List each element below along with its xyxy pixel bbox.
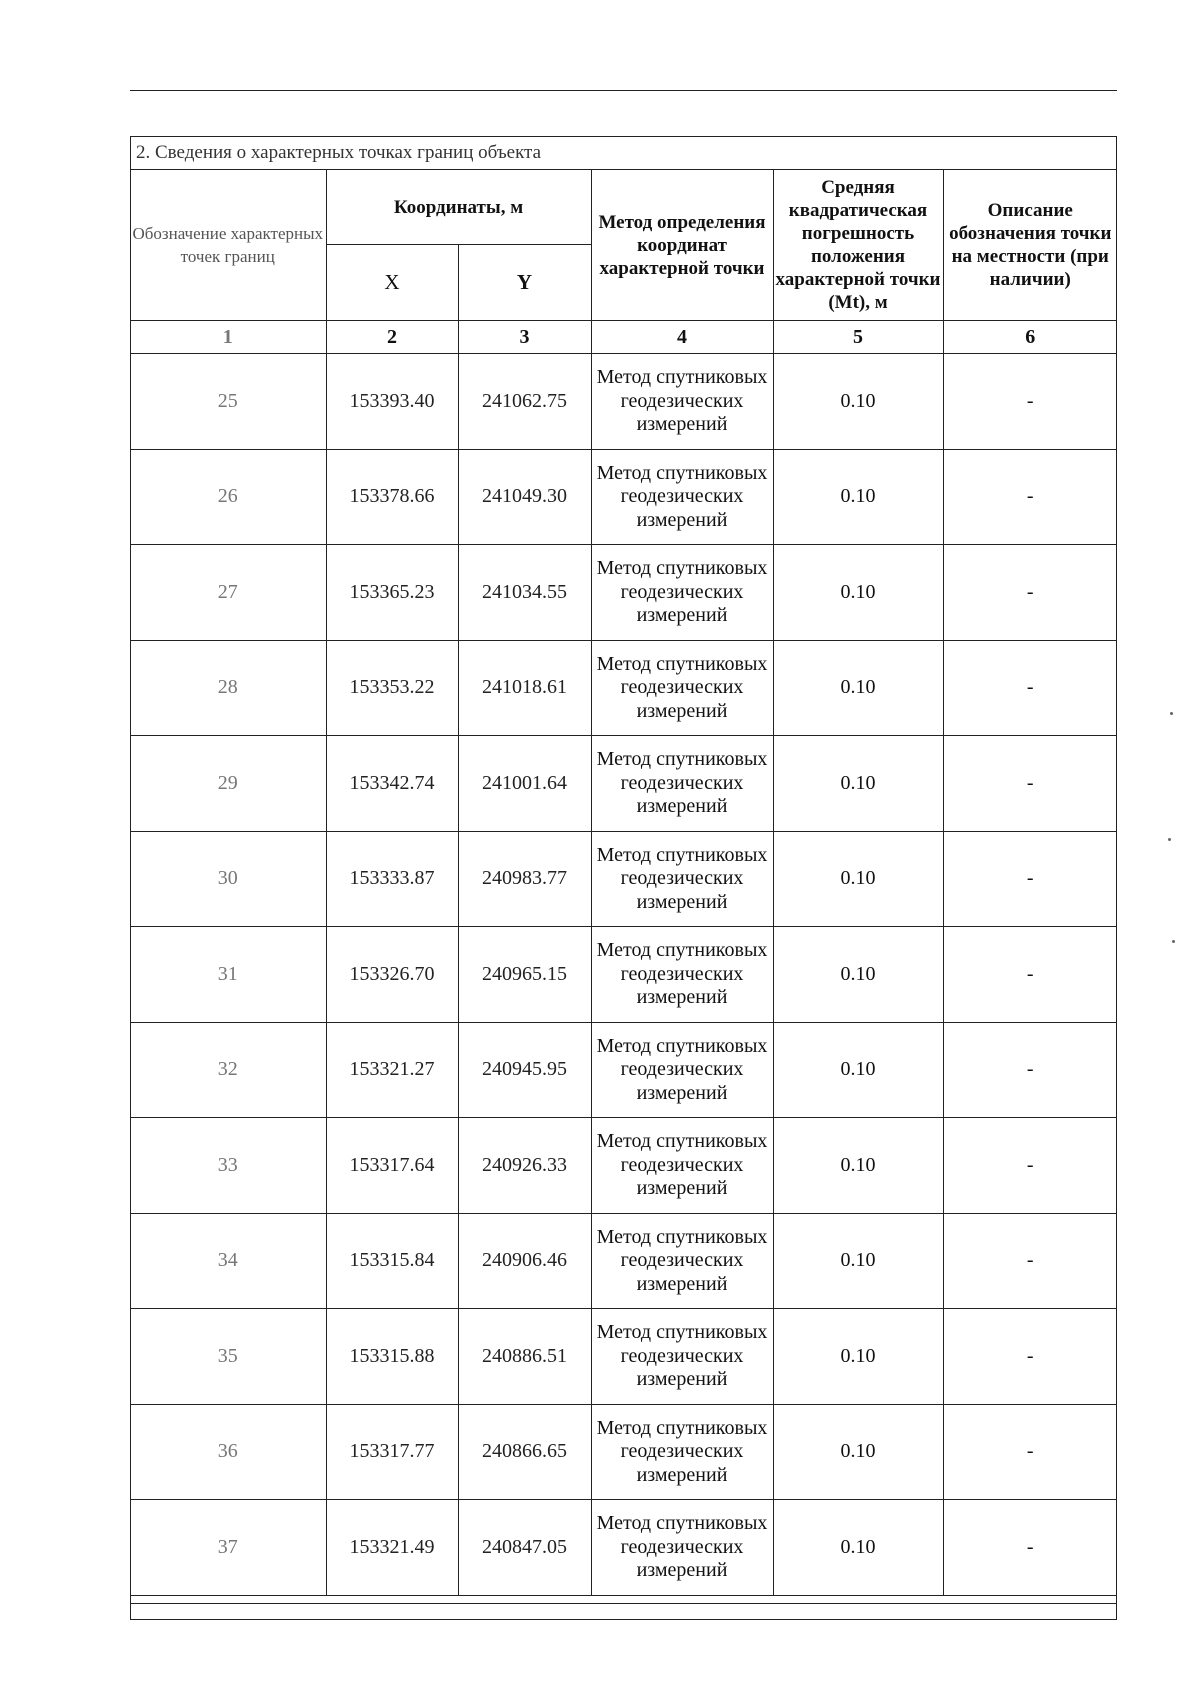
- table-row: [130, 1309, 1117, 1405]
- x-coordinate-cell: 153342.74: [326, 736, 458, 832]
- method-cell: Метод спутниковых геодезических измерений: [591, 1118, 773, 1214]
- mean-error-cell: 0.10: [773, 1309, 943, 1405]
- description-cell: -: [943, 831, 1117, 927]
- point-number-cell: 31: [130, 927, 326, 1023]
- column-number: 3: [458, 321, 591, 354]
- table-bottom-rule: [130, 1603, 1117, 1604]
- x-coordinate-cell: 153333.87: [326, 831, 458, 927]
- header-method: Метод определения координат характерной точки: [591, 170, 773, 321]
- column-number: 5: [773, 321, 943, 354]
- description-cell: -: [943, 449, 1117, 545]
- table-row: [130, 1022, 1117, 1118]
- section-title: 2. Сведения о характерных точках границ объекта: [130, 136, 1117, 170]
- method-cell: Метод спутниковых геодезических измерений: [591, 354, 773, 450]
- description-cell: -: [943, 640, 1117, 736]
- description-cell: -: [943, 545, 1117, 641]
- point-number-cell: 37: [130, 1500, 326, 1596]
- mean-error-cell: 0.10: [773, 1022, 943, 1118]
- column-number: 4: [591, 321, 773, 354]
- description-cell: -: [943, 1022, 1117, 1118]
- header-y: Y: [458, 245, 591, 321]
- x-coordinate-cell: 153393.40: [326, 354, 458, 450]
- table-row: [130, 1404, 1117, 1500]
- mean-error-cell: 0.10: [773, 831, 943, 927]
- point-number-cell: 26: [130, 449, 326, 545]
- mean-error-cell: 0.10: [773, 1500, 943, 1596]
- y-coordinate-cell: 240847.05: [458, 1500, 591, 1596]
- method-cell: Метод спутниковых геодезических измерений: [591, 545, 773, 641]
- column-number: 1: [130, 321, 326, 354]
- column-number: 2: [326, 321, 458, 354]
- header-x: X: [326, 245, 458, 321]
- table-row: [130, 831, 1117, 927]
- description-cell: -: [943, 1404, 1117, 1500]
- description-cell: -: [943, 1500, 1117, 1596]
- y-coordinate-cell: 241062.75: [458, 354, 591, 450]
- table-row: [130, 927, 1117, 1023]
- mean-error-cell: 0.10: [773, 1404, 943, 1500]
- description-cell: -: [943, 927, 1117, 1023]
- y-coordinate-cell: 240906.46: [458, 1213, 591, 1309]
- point-number-cell: 27: [130, 545, 326, 641]
- boundary-points-table: [130, 170, 1117, 1596]
- x-coordinate-cell: 153315.84: [326, 1213, 458, 1309]
- table-row: [130, 1213, 1117, 1309]
- y-coordinate-cell: 241049.30: [458, 449, 591, 545]
- x-coordinate-cell: 153315.88: [326, 1309, 458, 1405]
- description-cell: -: [943, 1309, 1117, 1405]
- point-number-cell: 36: [130, 1404, 326, 1500]
- method-cell: Метод спутниковых геодезических измерений: [591, 1500, 773, 1596]
- method-cell: Метод спутниковых геодезических измерений: [591, 1022, 773, 1118]
- scan-speck: [1170, 712, 1173, 715]
- mean-error-cell: 0.10: [773, 640, 943, 736]
- table-row: [130, 449, 1117, 545]
- table-row: [130, 354, 1117, 450]
- header-coordinates: Координаты, м: [326, 170, 591, 245]
- scan-speck: [1172, 940, 1175, 943]
- x-coordinate-cell: 153321.49: [326, 1500, 458, 1596]
- y-coordinate-cell: 241018.61: [458, 640, 591, 736]
- x-coordinate-cell: 153353.22: [326, 640, 458, 736]
- mean-error-cell: 0.10: [773, 1213, 943, 1309]
- x-coordinate-cell: 153317.64: [326, 1118, 458, 1214]
- method-cell: Метод спутниковых геодезических измерений: [591, 1309, 773, 1405]
- table-row: [130, 640, 1117, 736]
- mean-error-cell: 0.10: [773, 354, 943, 450]
- y-coordinate-cell: 240965.15: [458, 927, 591, 1023]
- point-number-cell: 33: [130, 1118, 326, 1214]
- point-number-cell: 30: [130, 831, 326, 927]
- description-cell: -: [943, 354, 1117, 450]
- header-mean-error: Средняя квадратическая погрешность положения характерной точки (Mt), м: [773, 170, 943, 321]
- y-coordinate-cell: 241034.55: [458, 545, 591, 641]
- y-coordinate-cell: 241001.64: [458, 736, 591, 832]
- x-coordinate-cell: 153326.70: [326, 927, 458, 1023]
- header-description: Описание обозначения точки на местности (при наличии): [943, 170, 1117, 321]
- point-number-cell: 29: [130, 736, 326, 832]
- method-cell: Метод спутниковых геодезических измерений: [591, 1213, 773, 1309]
- point-number-cell: 28: [130, 640, 326, 736]
- y-coordinate-cell: 240926.33: [458, 1118, 591, 1214]
- method-cell: Метод спутниковых геодезических измерений: [591, 927, 773, 1023]
- y-coordinate-cell: 240945.95: [458, 1022, 591, 1118]
- x-coordinate-cell: 153321.27: [326, 1022, 458, 1118]
- method-cell: Метод спутниковых геодезических измерений: [591, 640, 773, 736]
- point-number-cell: 25: [130, 354, 326, 450]
- scan-speck: [1168, 838, 1171, 841]
- table-row: [130, 1500, 1117, 1596]
- x-coordinate-cell: 153365.23: [326, 545, 458, 641]
- x-coordinate-cell: 153378.66: [326, 449, 458, 545]
- description-cell: -: [943, 736, 1117, 832]
- table-row: [130, 545, 1117, 641]
- method-cell: Метод спутниковых геодезических измерений: [591, 1404, 773, 1500]
- mean-error-cell: 0.10: [773, 736, 943, 832]
- description-cell: -: [943, 1118, 1117, 1214]
- header-row: [130, 170, 1117, 245]
- point-number-cell: 32: [130, 1022, 326, 1118]
- y-coordinate-cell: 240886.51: [458, 1309, 591, 1405]
- y-coordinate-cell: 240983.77: [458, 831, 591, 927]
- table-row: [130, 736, 1117, 832]
- mean-error-cell: 0.10: [773, 545, 943, 641]
- column-number: 6: [943, 321, 1117, 354]
- y-coordinate-cell: 240866.65: [458, 1404, 591, 1500]
- method-cell: Метод спутниковых геодезических измерений: [591, 831, 773, 927]
- x-coordinate-cell: 153317.77: [326, 1404, 458, 1500]
- top-rule: [130, 90, 1117, 91]
- description-cell: -: [943, 1213, 1117, 1309]
- mean-error-cell: 0.10: [773, 1118, 943, 1214]
- header-point-designation: Обозначение характерных точек границ: [130, 170, 326, 321]
- table-row: [130, 1118, 1117, 1214]
- point-number-cell: 34: [130, 1213, 326, 1309]
- mean-error-cell: 0.10: [773, 927, 943, 1023]
- mean-error-cell: 0.10: [773, 449, 943, 545]
- point-number-cell: 35: [130, 1309, 326, 1405]
- column-numbers-row: [130, 321, 1117, 354]
- method-cell: Метод спутниковых геодезических измерений: [591, 736, 773, 832]
- method-cell: Метод спутниковых геодезических измерений: [591, 449, 773, 545]
